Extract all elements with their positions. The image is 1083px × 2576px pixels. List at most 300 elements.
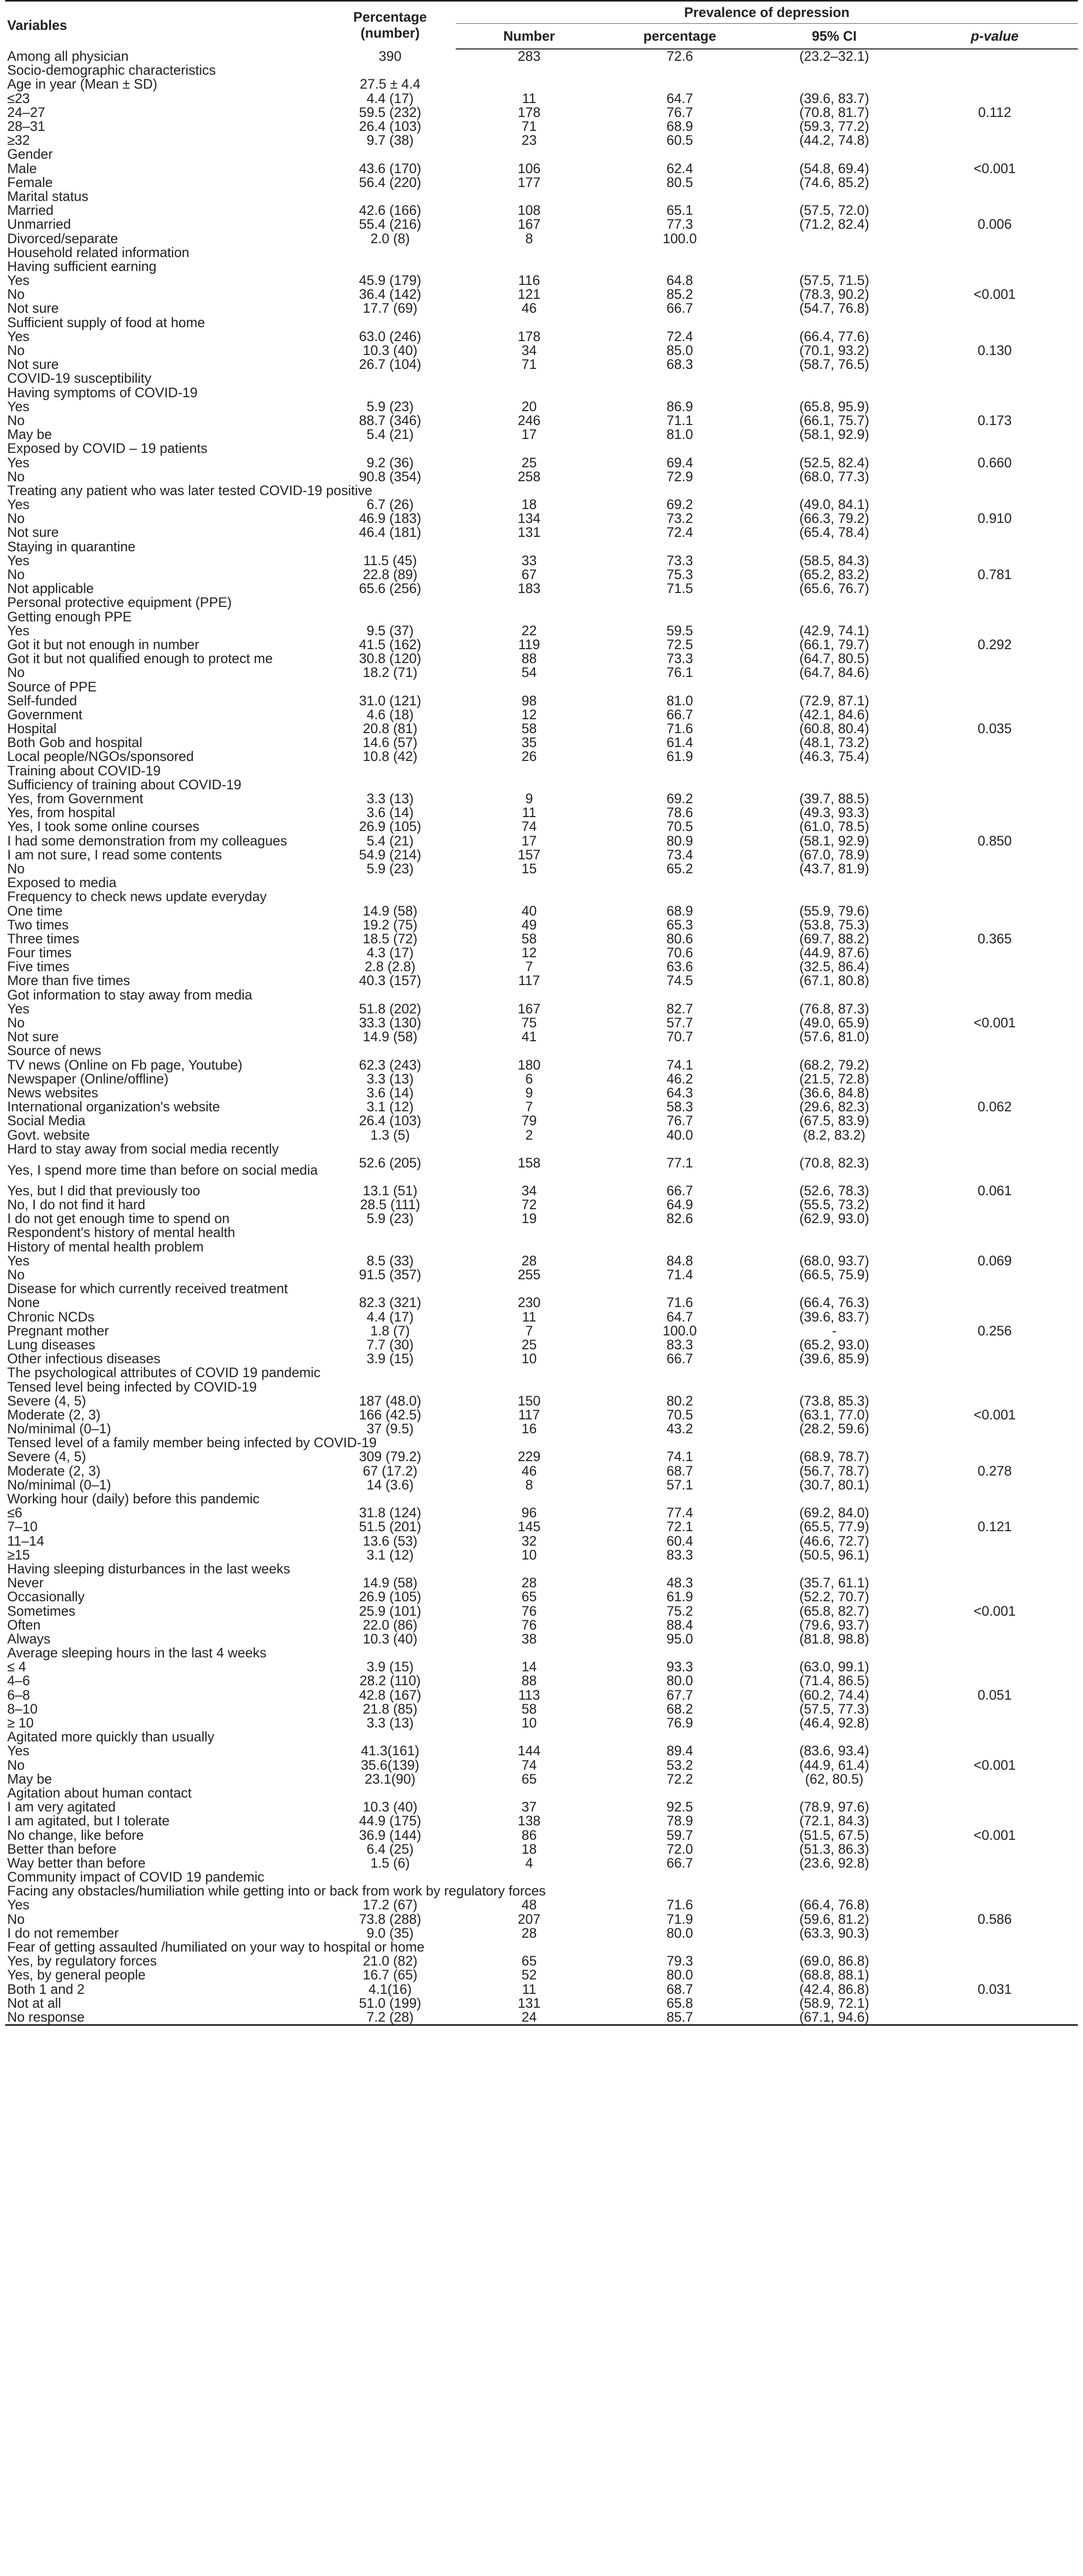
- variable-cell: Three times: [7, 930, 79, 946]
- variable-cell: Social Media: [7, 1113, 85, 1129]
- ci-cell: (49.0, 65.9): [799, 1015, 869, 1031]
- variable-cell: Moderate (2, 3): [7, 1406, 101, 1422]
- variable-cell: Both 1 and 2: [7, 1981, 85, 1997]
- prevalence-cell: [603, 1436, 757, 1450]
- ci-cell: [757, 1562, 912, 1576]
- number-cell: 157: [518, 846, 541, 862]
- prevalence-cell: 85.2: [666, 286, 693, 302]
- ci-cell: (81.8, 98.8): [799, 1631, 869, 1647]
- variable-cell: 6–8: [7, 1687, 30, 1703]
- variable-cell: Average sleeping hours in the last 4 weeks: [7, 1645, 267, 1661]
- prevalence-cell: 76.9: [666, 1715, 693, 1731]
- number-cell: 98: [521, 692, 537, 708]
- pvalue-cell: [912, 1576, 1078, 1590]
- table-row: [5, 666, 1078, 680]
- percentage-cell: 26.7 (104): [359, 357, 421, 372]
- variable-cell: Respondent's history of mental health: [7, 1225, 235, 1241]
- pvalue-cell: [912, 1674, 1078, 1688]
- table-row: [5, 848, 1078, 862]
- percentage-cell: 4.1(16): [368, 1981, 412, 1997]
- percentage-cell: 26.4 (103): [359, 118, 421, 134]
- pvalue-cell: [912, 63, 1078, 77]
- prevalence-cell: 92.5: [666, 1799, 693, 1815]
- variable-cell: Socio-demographic characteristics: [7, 62, 216, 78]
- table-row: [5, 1506, 1078, 1520]
- percentage-cell: [324, 764, 456, 778]
- number-cell: 65: [521, 1953, 537, 1969]
- variable-cell: Male: [7, 160, 37, 176]
- table-row: [5, 455, 1078, 469]
- percentage-cell: 3.9 (15): [366, 1659, 414, 1675]
- ci-cell: (43.7, 81.9): [799, 860, 869, 876]
- variable-cell: Among all physician: [7, 48, 129, 64]
- percentage-cell: [324, 988, 456, 1002]
- pvalue-cell: [912, 470, 1078, 484]
- percentage-cell: [324, 246, 456, 260]
- variable-cell: Yes: [7, 1252, 30, 1268]
- number-cell: 49: [521, 917, 537, 933]
- percentage-cell: [324, 778, 456, 792]
- pvalue-cell: [912, 764, 1078, 778]
- number-cell: 106: [518, 160, 541, 176]
- ci-cell: [757, 77, 912, 91]
- ci-cell: (62, 80.5): [805, 1771, 864, 1787]
- percentage-cell: 46.4 (181): [359, 524, 421, 540]
- table-row: [5, 442, 1078, 455]
- number-cell: 138: [518, 1813, 541, 1829]
- percentage-cell: 44.9 (175): [359, 1813, 421, 1829]
- percentage-cell: 3.9 (15): [366, 1351, 414, 1367]
- pvalue-cell: [912, 1940, 1078, 1954]
- prevalence-cell: 83.3: [666, 1547, 693, 1563]
- number-cell: 52: [521, 1967, 537, 1983]
- number-cell: [456, 1940, 603, 1954]
- prevalence-cell: 64.9: [666, 1197, 693, 1213]
- number-cell: [456, 1366, 603, 1380]
- variable-cell: Married: [7, 202, 54, 218]
- prevalence-cell: 63.6: [666, 959, 693, 975]
- percentage-cell: 23.1(90): [365, 1771, 416, 1787]
- variable-cell: Never: [7, 1575, 44, 1591]
- number-cell: 258: [518, 468, 541, 484]
- prevalence-cell: 66.7: [666, 300, 693, 316]
- variable-cell: May be: [7, 1771, 52, 1787]
- number-cell: [456, 1282, 603, 1296]
- prevalence-cell: 61.4: [666, 735, 693, 751]
- header-ci: 95% CI: [757, 24, 912, 49]
- pvalue-cell: 0.006: [977, 216, 1012, 232]
- number-cell: 10: [521, 1351, 537, 1367]
- pvalue-cell: 0.910: [977, 511, 1012, 527]
- pvalue-cell: 0.173: [977, 412, 1012, 428]
- number-cell: 9: [525, 1084, 533, 1100]
- prevalence-cell: 73.3: [666, 552, 693, 568]
- number-cell: 14: [521, 1659, 537, 1675]
- table-row: [5, 1240, 1078, 1254]
- number-cell: 167: [518, 1001, 541, 1016]
- ci-cell: (44.9, 61.4): [799, 1757, 869, 1773]
- number-cell: 58: [521, 721, 537, 737]
- percentage-cell: 41.3(161): [360, 1743, 420, 1759]
- number-cell: 180: [518, 1057, 541, 1073]
- ci-cell: (71.4, 86.5): [799, 1673, 869, 1689]
- variable-cell: No: [7, 511, 25, 527]
- number-cell: [456, 386, 603, 400]
- pvalue-cell: 0.031: [977, 1981, 1012, 1997]
- prevalence-cell: 65.3: [666, 917, 693, 933]
- ci-cell: (70.1, 93.2): [799, 343, 869, 359]
- pvalue-cell: [912, 442, 1078, 455]
- pvalue-cell: <0.001: [973, 160, 1016, 176]
- table-row: [5, 1184, 1078, 1198]
- table-row: [5, 1268, 1078, 1282]
- table-row: [5, 1590, 1078, 1604]
- number-cell: 158: [518, 1155, 541, 1171]
- variable-cell: Four times: [7, 945, 72, 961]
- variable-cell: Tensed level of a family member being infected by COVID-19: [7, 1435, 377, 1451]
- ci-cell: [757, 890, 912, 904]
- table-row: [5, 162, 1078, 176]
- variable-cell: Newspaper (Online/offline): [7, 1071, 169, 1087]
- variable-cell: Yes, from Government: [7, 791, 144, 807]
- table-row: [5, 1072, 1078, 1086]
- pvalue-cell: [912, 624, 1078, 638]
- ci-cell: (74.6, 85.2): [799, 174, 869, 190]
- variable-cell: Treating any patient who was later tested COVID-19 positive: [7, 482, 372, 498]
- number-cell: [456, 63, 603, 77]
- table-row: [5, 1212, 1078, 1226]
- variable-cell: Lung diseases: [7, 1336, 95, 1352]
- percentage-cell: [324, 1646, 456, 1660]
- number-cell: [456, 1436, 603, 1450]
- table-row: [5, 1646, 1078, 1660]
- number-cell: 72: [521, 1197, 537, 1213]
- variable-cell: I had some demonstration from my colleagues: [7, 833, 287, 849]
- percentage-cell: 3.6 (14): [366, 1084, 414, 1100]
- pvalue-cell: [912, 246, 1078, 260]
- ci-cell: (42.4, 86.8): [799, 1981, 869, 1997]
- table-row: [5, 1520, 1078, 1534]
- percentage-cell: 73.8 (288): [359, 1911, 421, 1927]
- number-cell: 35: [521, 735, 537, 751]
- header-pvalue: p-value: [912, 24, 1078, 49]
- table-row: [5, 1044, 1078, 1058]
- percentage-cell: 14.9 (58): [363, 903, 418, 919]
- percentage-cell: 9.0 (35): [366, 1925, 414, 1941]
- number-cell: 183: [518, 581, 541, 597]
- variable-cell: Not sure: [7, 357, 59, 372]
- percentage-cell: 14.9 (58): [363, 1029, 418, 1045]
- variable-cell: I do not remember: [7, 1925, 119, 1941]
- header-number: Number: [456, 24, 603, 49]
- pvalue-cell: [912, 428, 1078, 442]
- table-row: [5, 946, 1078, 960]
- prevalence-cell: [603, 610, 757, 624]
- prevalence-cell: 72.0: [666, 1841, 693, 1857]
- pvalue-cell: [912, 1968, 1078, 1982]
- ci-cell: [757, 680, 912, 693]
- prevalence-cell: 76.7: [666, 1113, 693, 1129]
- ci-cell: (39.6, 83.7): [799, 1309, 869, 1325]
- variable-cell: Govt. website: [7, 1127, 90, 1143]
- table-row: [5, 1100, 1078, 1114]
- table-row: [5, 512, 1078, 526]
- prevalence-cell: [603, 1380, 757, 1394]
- pvalue-cell: [912, 1142, 1078, 1156]
- table-row: [5, 1002, 1078, 1016]
- pvalue-cell: [912, 1268, 1078, 1282]
- ci-cell: (42.9, 74.1): [799, 622, 869, 638]
- table-row: [5, 974, 1078, 988]
- pvalue-cell: [912, 1548, 1078, 1562]
- prevalence-cell: 77.4: [666, 1505, 693, 1521]
- percentage-cell: 22.0 (86): [363, 1617, 418, 1633]
- prevalence-cell: [603, 680, 757, 693]
- pvalue-cell: [912, 526, 1078, 539]
- number-cell: 65: [521, 1771, 537, 1787]
- variable-cell: News websites: [7, 1084, 98, 1100]
- table-row: [5, 638, 1078, 652]
- table-row: [5, 1296, 1078, 1310]
- prevalence-cell: 71.9: [666, 1911, 693, 1927]
- pvalue-cell: [912, 1436, 1078, 1450]
- variable-cell: Not sure: [7, 524, 59, 540]
- pvalue-cell: [912, 540, 1078, 554]
- prevalence-cell: [603, 260, 757, 274]
- pvalue-cell: 0.069: [977, 1252, 1012, 1268]
- pvalue-cell: [912, 1898, 1078, 1912]
- percentage-cell: 21.0 (82): [363, 1953, 418, 1969]
- ci-cell: (39.6, 83.7): [799, 90, 869, 106]
- number-cell: 178: [518, 328, 541, 344]
- percentage-cell: [324, 1366, 456, 1380]
- variable-cell: Yes: [7, 497, 30, 513]
- percentage-cell: 36.4 (142): [359, 286, 421, 302]
- prevalence-cell: 69.2: [666, 791, 693, 807]
- table-row: [5, 1660, 1078, 1674]
- pvalue-cell: 0.365: [977, 930, 1012, 946]
- pvalue-cell: [912, 582, 1078, 596]
- ci-cell: (60.2, 74.4): [799, 1687, 869, 1703]
- number-cell: [456, 988, 603, 1002]
- ci-cell: (44.9, 87.6): [799, 945, 869, 961]
- variable-cell: Unmarried: [7, 216, 71, 232]
- variable-cell: Community impact of COVID 19 pandemic: [7, 1869, 265, 1885]
- prevalence-cell: [603, 778, 757, 792]
- percentage-cell: 4.4 (17): [366, 90, 414, 106]
- table-row: [5, 680, 1078, 693]
- ci-cell: (83.6, 93.4): [799, 1743, 869, 1759]
- number-cell: 46: [521, 1463, 537, 1479]
- percentage-cell: 5.9 (23): [366, 1211, 414, 1227]
- variable-cell: 28–31: [7, 118, 45, 134]
- ci-cell: (57.5, 71.5): [799, 273, 869, 289]
- prevalence-cell: 43.2: [666, 1421, 693, 1437]
- variable-cell: ≥ 10: [7, 1715, 34, 1731]
- number-cell: [456, 147, 603, 161]
- number-cell: [456, 1240, 603, 1254]
- table-row: [5, 1058, 1078, 1072]
- percentage-cell: 35.6(139): [360, 1757, 420, 1773]
- table-row: [5, 652, 1078, 666]
- pvalue-cell: <0.001: [973, 1603, 1016, 1619]
- percentage-cell: 54.9 (214): [359, 846, 421, 862]
- number-cell: 71: [521, 357, 537, 372]
- percentage-cell: 5.9 (23): [366, 398, 414, 414]
- ci-cell: (71.2, 82.4): [799, 216, 869, 232]
- pvalue-cell: [912, 1870, 1078, 1884]
- table-row: [5, 582, 1078, 596]
- variable-cell: Not applicable: [7, 581, 94, 597]
- pvalue-cell: [912, 1730, 1078, 1744]
- ci-cell: (51.3, 86.3): [799, 1841, 869, 1857]
- variable-cell: Yes, but I did that previously too: [7, 1182, 200, 1198]
- percentage-cell: 65.6 (256): [359, 581, 421, 597]
- ci-cell: (36.6, 84.8): [799, 1084, 869, 1100]
- number-cell: [456, 246, 603, 260]
- table-row: [5, 147, 1078, 161]
- table-row: [5, 204, 1078, 217]
- percentage-cell: 62.3 (243): [359, 1057, 421, 1073]
- ci-cell: (66.5, 75.9): [799, 1267, 869, 1283]
- prevalence-cell: 77.3: [666, 216, 693, 232]
- percentage-cell: [324, 596, 456, 609]
- percentage-cell: 43.6 (170): [359, 160, 421, 176]
- ci-cell: (65.6, 76.7): [799, 581, 869, 597]
- prevalence-cell: 88.4: [666, 1617, 693, 1633]
- prevalence-cell: 65.1: [666, 202, 693, 218]
- pvalue-cell: [912, 1310, 1078, 1324]
- percentage-cell: [324, 680, 456, 693]
- percentage-cell: 3.3 (13): [366, 1715, 414, 1731]
- prevalence-cell: 71.1: [666, 412, 693, 428]
- table-row: [5, 1324, 1078, 1338]
- pvalue-cell: 0.051: [977, 1687, 1012, 1703]
- ci-cell: [757, 610, 912, 624]
- ci-cell: (63.3, 90.3): [799, 1925, 869, 1941]
- pvalue-cell: [912, 1394, 1078, 1408]
- number-cell: 9: [525, 791, 533, 807]
- pvalue-cell: [912, 862, 1078, 876]
- pvalue-cell: [912, 820, 1078, 834]
- number-cell: 108: [518, 202, 541, 218]
- variable-cell: Having symptoms of COVID-19: [7, 384, 198, 400]
- percentage-cell: 9.2 (36): [366, 454, 414, 470]
- number-cell: 119: [518, 636, 540, 652]
- ci-cell: (69.7, 88.2): [799, 930, 869, 946]
- percentage-cell: 28.5 (111): [360, 1197, 420, 1213]
- percentage-cell: 13.1 (51): [363, 1182, 418, 1198]
- variable-cell: ≥15: [7, 1547, 30, 1563]
- prevalence-cell: 72.5: [666, 636, 693, 652]
- ci-cell: (8.2, 83.2): [803, 1127, 866, 1143]
- ci-cell: (61.0, 78.5): [799, 819, 869, 835]
- number-cell: [456, 190, 603, 204]
- number-cell: 25: [521, 454, 537, 470]
- pvalue-cell: 0.062: [977, 1099, 1012, 1115]
- header-prevalence: Prevalence of depression: [456, 1, 1078, 24]
- variable-cell: No: [7, 412, 25, 428]
- variable-cell: Not at all: [7, 1995, 61, 2011]
- variable-cell: The psychological attributes of COVID 19 pandemic: [7, 1365, 321, 1381]
- pvalue-cell: [912, 1996, 1078, 2010]
- percentage-cell: [324, 63, 456, 77]
- percentage-cell: [324, 386, 456, 400]
- variable-cell: Government: [7, 706, 82, 722]
- variable-cell: Personal protective equipment (PPE): [7, 595, 232, 611]
- ci-cell: (55.9, 79.6): [799, 903, 869, 919]
- number-cell: 131: [518, 524, 541, 540]
- prevalence-cell: [603, 1940, 757, 1954]
- number-cell: 58: [521, 1701, 537, 1717]
- pvalue-cell: [912, 1282, 1078, 1296]
- number-cell: 283: [518, 48, 541, 64]
- number-cell: [456, 1562, 603, 1576]
- variable-cell: Yes: [7, 1897, 30, 1913]
- table-row: [5, 246, 1078, 260]
- variable-cell: Yes: [7, 454, 30, 470]
- table-row: [5, 554, 1078, 568]
- number-cell: 28: [521, 1252, 537, 1268]
- ci-cell: (58.7, 76.5): [799, 357, 869, 372]
- table-row: [5, 708, 1078, 722]
- number-cell: 11: [522, 1309, 537, 1325]
- ci-cell: (49.0, 84.1): [799, 497, 869, 513]
- variable-cell: Always: [7, 1631, 50, 1647]
- pvalue-cell: [912, 1786, 1078, 1800]
- table-row: [5, 1310, 1078, 1324]
- ci-cell: (39.6, 85.9): [799, 1351, 869, 1367]
- pvalue-cell: [912, 498, 1078, 512]
- percentage-cell: [324, 1562, 456, 1576]
- variable-cell: Local people/NGOs/sponsored: [7, 749, 194, 765]
- number-cell: 38: [521, 1631, 537, 1647]
- pvalue-cell: [912, 974, 1078, 988]
- variable-cell: Both Gob and hospital: [7, 735, 143, 751]
- percentage-cell: 187 (48.0): [359, 1393, 421, 1409]
- pvalue-cell: [912, 694, 1078, 708]
- table-row: [5, 498, 1078, 512]
- variable-cell: I am not sure, I read some contents: [7, 846, 222, 862]
- percentage-cell: 26.9 (105): [359, 819, 421, 835]
- prevalence-cell: [603, 1870, 757, 1884]
- number-cell: 24: [456, 2010, 603, 2025]
- pvalue-cell: [912, 1212, 1078, 1226]
- pvalue-cell: 0.781: [977, 567, 1012, 583]
- table-row: [5, 862, 1078, 876]
- table-row: [5, 1492, 1078, 1506]
- variable-cell: Sufficient supply of food at home: [7, 314, 205, 330]
- table-row: [5, 1632, 1078, 1646]
- number-cell: 6: [525, 1071, 533, 1087]
- prevalence-cell: 57.1: [666, 1477, 693, 1493]
- pvalue-cell: [912, 386, 1078, 400]
- prevalence-cell: [603, 1884, 757, 1898]
- percentage-cell: 10.3 (40): [363, 1799, 418, 1815]
- prevalence-cell: 68.9: [666, 118, 693, 134]
- prevalence-cell: 72.4: [666, 524, 693, 540]
- percentage-cell: 11.5 (45): [363, 552, 417, 568]
- percentage-cell: 31.0 (121): [359, 692, 421, 708]
- prevalence-cell: 76.1: [666, 665, 693, 681]
- pvalue-cell: [912, 2010, 1078, 2025]
- number-cell: 32: [521, 1533, 537, 1549]
- variable-cell: Facing any obstacles/humiliation while getting into or back from work by regulatory forces: [7, 1883, 546, 1899]
- ci-cell: (57.5, 72.0): [799, 202, 869, 218]
- number-cell: 71: [521, 118, 537, 134]
- pvalue-cell: [912, 946, 1078, 960]
- number-cell: 150: [518, 1393, 541, 1409]
